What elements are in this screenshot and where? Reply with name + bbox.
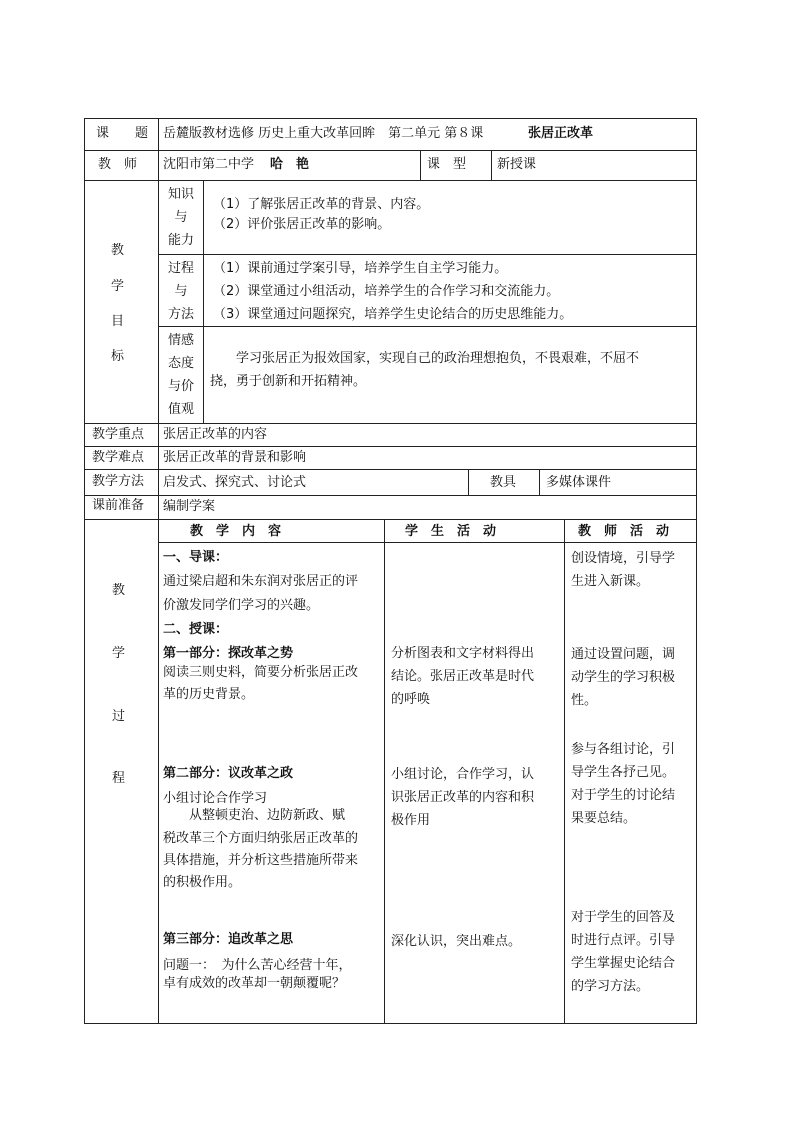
rule: [84, 519, 697, 520]
objective-text: （1）了解张居正改革的背景、内容。 （2）评价张居正改革的影响。: [213, 197, 430, 232]
methods-label: 教学方法: [92, 474, 145, 489]
content-line: 小组讨论合作学习: [163, 791, 268, 806]
header-student: 学 生 活 动: [405, 524, 497, 539]
rule: [84, 118, 85, 1024]
rule: [158, 254, 697, 255]
lesson-type-value: 新授课: [497, 157, 537, 172]
student-activity: 分析图表和文字材料得出 结论。张居正改革是时代 的呼唤: [391, 646, 535, 707]
content-line: 二、授课：: [163, 622, 229, 637]
content-line: 第一部分：探改革之势: [163, 646, 294, 661]
objective-text: 学习张居正为报效国家，实现自己的政治理想抱负，不畏艰难，不屈不 挠，勇于创新和开拓精神。: [210, 351, 640, 389]
content-line: 问题一： 为什么苦心经营十年，: [163, 958, 352, 973]
objective-category-label: 过程 与 方法: [167, 261, 194, 322]
lesson-title: 张居正改革: [528, 126, 594, 141]
content-line: 卓有成效的改革却一朝颠覆呢？: [163, 976, 346, 991]
topic-text: 岳麓版教材选修 历史上重大改革回眸 第二单元 第８课: [163, 126, 484, 141]
prep-label: 课前准备: [92, 498, 145, 513]
content-line: 价激发同学们学习的兴趣。: [163, 598, 320, 613]
content-line: 阅读三则史料，简要分析张居正改: [163, 665, 359, 680]
rule: [84, 1023, 697, 1024]
content-line: 通过梁启超和朱东润对张居正的评: [163, 574, 359, 589]
tools-value: 多媒体课件: [546, 475, 612, 490]
header-content: 教 学 内 容: [190, 524, 282, 539]
methods-value: 启发式、探究式、讨论式: [163, 475, 307, 490]
rule: [491, 150, 492, 180]
content-line: 第二部分：议改革之政: [163, 766, 294, 781]
rule: [84, 118, 697, 119]
rule: [158, 542, 697, 543]
content-line: 革的历史背景。: [163, 687, 255, 702]
content-line: 从整顿吏治、边防新政、赋: [163, 808, 346, 823]
content-line: 第三部分：追改革之思: [163, 932, 294, 947]
teacher-activity: 参与各组讨论，引 导学生各抒己见。 对于学生的讨论结 果要总结。: [571, 742, 676, 826]
objective-category-label: 知识 与 能力: [167, 187, 194, 248]
content-line: 的积极作用。: [163, 875, 242, 890]
rule: [564, 519, 565, 1023]
school-name: 沈阳市第二中学: [163, 157, 255, 172]
header-teacher: 教 师 活 动: [578, 524, 670, 539]
rule: [84, 446, 697, 447]
objective-text: （1）课前通过学案引导，培养学生自主学习能力。 （2）课堂通过小组活动，培养学生的合作学习和交流能力。 （3）课堂通过问题探究，培养学生史论结合的历史思维能力。: [213, 261, 573, 322]
prep-value: 编制学案: [163, 499, 216, 514]
topic-label: 课 题: [96, 126, 149, 141]
student-activity: 小组讨论，合作学习，认 识张居正改革的内容和积 极作用: [391, 767, 535, 828]
rule: [84, 423, 697, 424]
teacher-activity: 对于学生的回答及 时进行点评。引导 学生掌握史论结合 的学习方法。: [571, 910, 676, 994]
rule: [84, 180, 697, 181]
rule: [420, 150, 421, 180]
rule: [468, 469, 469, 495]
rule: [158, 326, 697, 327]
teacher-label: 教 师: [98, 157, 138, 172]
teacher-activity: 通过设置问题，调 动学生的学习积极 性。: [571, 647, 676, 708]
student-activity: 深化认识，突出难点。: [391, 934, 522, 949]
rule: [158, 118, 159, 1024]
difficulty-label: 教学难点: [92, 450, 145, 465]
rule: [84, 150, 697, 151]
content-line: 一、导课：: [163, 550, 229, 565]
key-point-label: 教学重点: [92, 427, 145, 442]
lesson-type-label: 课 型: [427, 157, 467, 172]
objective-category-label: 情感 态度 与价 值观: [167, 333, 194, 417]
rule: [539, 469, 540, 495]
difficulty-value: 张居正改革的背景和影响: [163, 450, 307, 465]
rule: [203, 180, 204, 423]
rule: [84, 495, 697, 496]
teacher-name: 哈 艳: [270, 157, 310, 172]
content-line: 具体措施，并分析这些措施所带来: [163, 853, 359, 868]
content-line: 税改革三个方面归纳张居正改革的: [163, 831, 359, 846]
rule: [384, 519, 385, 1023]
teacher-activity: 创设情境，引导学 生进入新课。: [571, 551, 676, 589]
tools-label: 教具: [490, 475, 517, 490]
rule: [696, 118, 697, 1024]
rule: [84, 469, 697, 470]
key-point-value: 张居正改革的内容: [163, 427, 268, 442]
